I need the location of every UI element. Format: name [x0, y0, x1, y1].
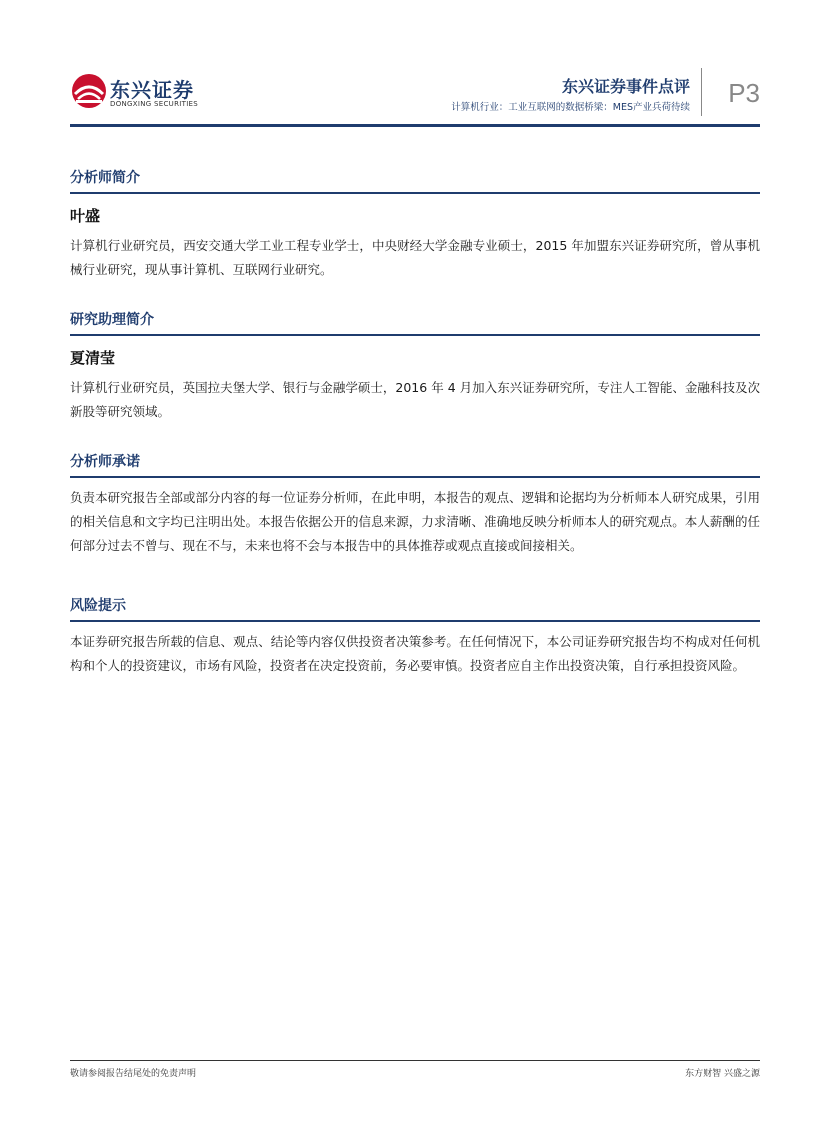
- page-header: [70, 66, 760, 124]
- assistant-bio: 计算机行业研究员，英国拉夫堡大学、银行与金融学硕士，2016 年 4 月加入东兴证券研究所，专注人工智能、金融科技及次新股等研究领域。: [70, 380, 760, 419]
- header-divider: [701, 68, 702, 116]
- risk-warning-text: 本证券研究报告所载的信息、观点、结论等内容仅供投资者决策参考。在任何情况下，本公司证券研究报告均不构成对任何机构和个人的投资建议，市场有风险，投资者在决定投资前，务必要审慎。投资者应自主作出投资决策，自行承担投资风险。: [70, 634, 760, 673]
- analyst-intro-section: [70, 168, 760, 282]
- company-logo: [70, 72, 200, 116]
- footer-rule: [70, 1060, 760, 1061]
- footer-disclaimer-note: 敬请参阅报告结尾处的免责声明: [70, 1069, 197, 1079]
- risk-warning-section: [70, 596, 760, 678]
- analyst-commitment-section: [70, 452, 760, 558]
- section-title: 分析师简介: [70, 168, 760, 194]
- section-title: 研究助理简介: [70, 310, 760, 336]
- footer-slogan: 东方财智 兴盛之源: [685, 1069, 760, 1079]
- commitment-text: 负责本研究报告全部或部分内容的每一位证券分析师，在此申明，本报告的观点、逻辑和论据均为分析师本人研究成果，引用的相关信息和文字均已注明出处。本报告依据公开的信息来源，力求清晰、准确地反映分析师本人的研究观点。本人薪酬的任何部分过去不曾与、现在不与，未来也将不会与本报告中的具体推荐或观点直接或间接相关。: [70, 490, 760, 553]
- logo-chinese-name: 东兴证券: [110, 78, 194, 102]
- logo-english-name: DONGXING SECURITIES: [110, 100, 199, 108]
- analyst-name: 叶盛: [70, 207, 101, 225]
- header-rule: [70, 124, 760, 127]
- document-subtitle: 计算机行业：工业互联网的数据桥梁：MES产业兵荷待续: [451, 102, 690, 113]
- section-title: 分析师承诺: [70, 452, 760, 478]
- section-title: 风险提示: [70, 596, 760, 622]
- page-number: P3: [728, 78, 760, 108]
- assistant-name: 夏清莹: [70, 349, 116, 367]
- logo-emblem-icon: [70, 72, 108, 110]
- analyst-bio: 计算机行业研究员，西安交通大学工业工程专业学士，中央财经大学金融专业硕士，2015 年加盟东兴证券研究所，曾从事机械行业研究，现从事计算机、互联网行业研究。: [70, 238, 760, 277]
- document-type: 东兴证券事件点评: [561, 77, 690, 96]
- assistant-intro-section: [70, 310, 760, 424]
